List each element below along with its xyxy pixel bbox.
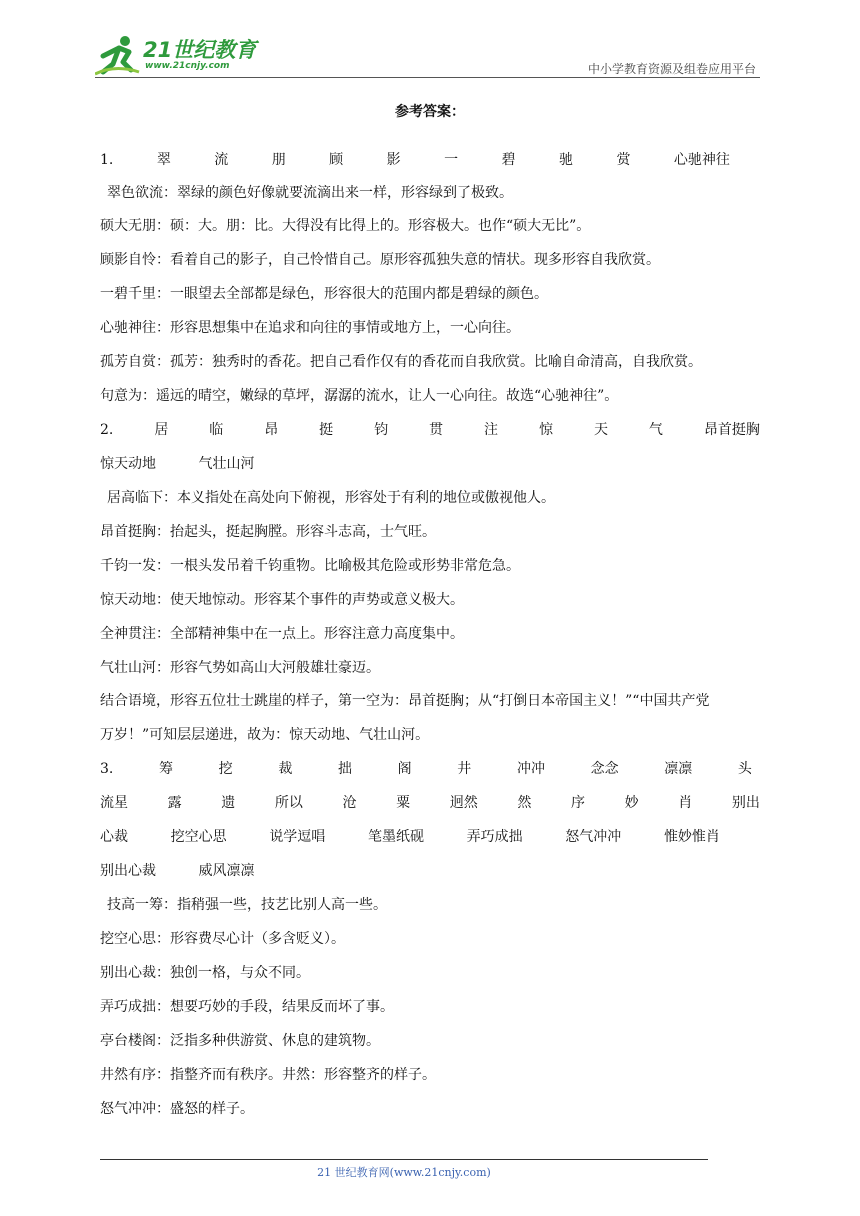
- q3-word: 拙: [337, 761, 352, 777]
- q3-word: 怒气冲冲: [565, 829, 622, 845]
- q1-word: 顾: [329, 152, 344, 168]
- q1-explanation: 心驰神往：形容思想集中在追求和向往的事情或地方上，一心向往。: [100, 320, 520, 336]
- q3-word: 遗: [221, 795, 236, 811]
- q1-explanation: 翠色欲流：翠绿的颜色好像就要流滴出来一样，形容绿到了极致。: [107, 185, 513, 201]
- q3-word: 说学逗唱: [269, 829, 326, 845]
- q2-answer-words: [100, 419, 760, 441]
- q2-explanation: 居高临下：本义指处在高处向下俯视，形容处于有利的地位或傲视他人。: [107, 490, 555, 506]
- q3-word: 笔墨纸砚: [367, 829, 424, 845]
- runner-logo-icon: [95, 34, 143, 78]
- q3-word: 露: [167, 795, 182, 811]
- q2-explanation: 万岁！”可知层层递进，故为：惊天动地、气壮山河。: [100, 727, 430, 743]
- q1-word: 1.: [100, 152, 114, 168]
- q1-word: 赏: [616, 152, 631, 168]
- q2-explanation: 昂首挺胸：抬起头，挺起胸膛。形容斗志高，士气旺。: [100, 524, 436, 540]
- q1-explanation: 孤芳自赏：孤芳：独秀时的香花。把自己看作仅有的香花而自我欣赏。比喻自命清高，自我欣赏。: [100, 354, 702, 370]
- q2-word: 临: [209, 422, 224, 438]
- q2-word: 昂: [264, 422, 279, 438]
- q3-word: 别出心裁: [100, 863, 156, 879]
- q3-answer-words-row3: [100, 826, 720, 848]
- q3-explanation: 怒气冲冲：盛怒的样子。: [100, 1101, 254, 1117]
- q3-word: 然: [517, 795, 532, 811]
- q3-word: 威风凛凛: [198, 863, 255, 879]
- q1-word: 朋: [271, 152, 286, 168]
- q3-word: 挖空心思: [170, 829, 227, 845]
- q3-explanation: 别出心裁：独创一格，与众不同。: [100, 965, 310, 981]
- q3-answer-words-row4: [100, 860, 292, 882]
- q3-answer-words-row1: [100, 758, 752, 780]
- q2-word: 贯: [429, 422, 444, 438]
- footer-link[interactable]: 21 世纪教育网(www.21cnjy.com): [317, 1166, 491, 1179]
- q1-word: 流: [214, 152, 229, 168]
- q3-word: 筹: [159, 761, 174, 777]
- q1-explanation: 硕大无朋：硕：大。朋：比。大得没有比得上的。形容极大。也作“硕大无比”。: [100, 218, 591, 234]
- header-divider: [95, 77, 760, 78]
- q2-word: 天: [593, 422, 608, 438]
- q1-word: 心驰神往: [673, 152, 730, 168]
- q2-word: 气: [648, 422, 663, 438]
- q3-word: 流星: [100, 795, 128, 811]
- q1-answer-words: [100, 149, 730, 171]
- q3-word: 沧: [342, 795, 357, 811]
- q3-word: 序: [571, 795, 585, 811]
- q3-word: 挖: [218, 761, 233, 777]
- q1-word: 驰: [558, 152, 573, 168]
- q1-word: 碧: [501, 152, 516, 168]
- q2-word: 昂首挺胸: [703, 422, 760, 438]
- q3-word: 凛凛: [664, 761, 693, 777]
- q1-explanation: 顾影自怜：看着自己的影子，自己怜惜自己。原形容孤独失意的情状。现多形容自我欣赏。: [100, 252, 660, 268]
- q2-word: 钧: [374, 422, 389, 438]
- q3-word: 心裁: [100, 829, 128, 845]
- q3-explanation: 亭台楼阁：泛指多种供游赏、休息的建筑物。: [100, 1033, 380, 1049]
- q2-answer-words-cont: [100, 453, 292, 475]
- page-title: 参考答案：: [395, 104, 465, 120]
- q3-word: 头: [737, 761, 752, 777]
- q2-explanation: 全神贯注：全部精神集中在一点上。形容注意力高度集中。: [100, 626, 464, 642]
- q3-word: 所以: [274, 795, 303, 811]
- q3-word: 弄巧成拙: [466, 829, 523, 845]
- logo-url: www.21cnjy.com: [145, 61, 230, 71]
- q1-explanation: 一碧千里：一眼望去全部都是绿色，形容很大的范围内都是碧绿的颜色。: [100, 286, 548, 302]
- q1-word: 翠: [156, 152, 171, 168]
- q3-explanation: 挖空心思：形容费尽心计（多含贬义）。: [100, 931, 345, 947]
- q2-word: 居: [154, 422, 169, 438]
- q2-word: 气壮山河: [198, 456, 255, 472]
- platform-name: 中小学教育资源及组卷应用平台: [587, 62, 756, 76]
- q3-word: 惟妙惟肖: [663, 829, 720, 845]
- q2-word: 惊: [538, 422, 553, 438]
- q1-explanation: 句意为：遥远的晴空，嫩绿的草坪，潺潺的流水，让人一心向往。故选“心驰神往”。: [100, 388, 619, 404]
- q2-word: 2.: [100, 422, 114, 438]
- q2-explanation: 千钧一发：一根头发吊着千钧重物。比喻极其危险或形势非常危急。: [100, 558, 520, 574]
- q3-word: 肖: [678, 795, 693, 811]
- q3-word: 裁: [278, 761, 293, 777]
- q3-word: 念念: [590, 761, 619, 777]
- q2-word: 惊天动地: [100, 456, 156, 472]
- q2-explanation: 结合语境，形容五位壮士跳崖的样子，第一空为：昂首挺胸；从“打倒日本帝国主义！”“中国共产党: [100, 693, 710, 709]
- q3-explanation: 技高一筹：指稍强一些，技艺比别人高一些。: [107, 897, 387, 913]
- q3-word: 3.: [100, 761, 114, 777]
- q3-explanation: 弄巧成拙：想要巧妙的手段，结果反而坏了事。: [100, 999, 394, 1015]
- q2-explanation: 惊天动地：使天地惊动。形容某个事件的声势或意义极大。: [100, 592, 464, 608]
- q3-explanation: 井然有序：指整齐而有秩序。井然：形容整齐的样子。: [100, 1067, 436, 1083]
- q3-answer-words-row2: [100, 792, 760, 814]
- q2-word: 挺: [319, 422, 334, 438]
- q2-explanation: 气壮山河：形容气势如高山大河般雄壮豪迈。: [100, 660, 380, 676]
- q3-word: 迥然: [449, 795, 478, 811]
- q3-word: 粟: [396, 795, 411, 811]
- q3-word: 别出: [731, 795, 760, 811]
- q1-word: 影: [386, 152, 401, 168]
- page-header: [0, 0, 860, 80]
- q3-word: 妙: [624, 795, 639, 811]
- logo-text: 21世纪教育: [143, 38, 257, 62]
- q3-word: 冲冲: [516, 761, 545, 777]
- q2-word: 注: [484, 422, 499, 438]
- q3-word: 阁: [397, 761, 412, 777]
- site-logo[interactable]: [95, 34, 265, 78]
- q1-word: 一: [444, 152, 459, 168]
- footer-divider: [100, 1159, 708, 1160]
- q3-word: 井: [457, 761, 472, 777]
